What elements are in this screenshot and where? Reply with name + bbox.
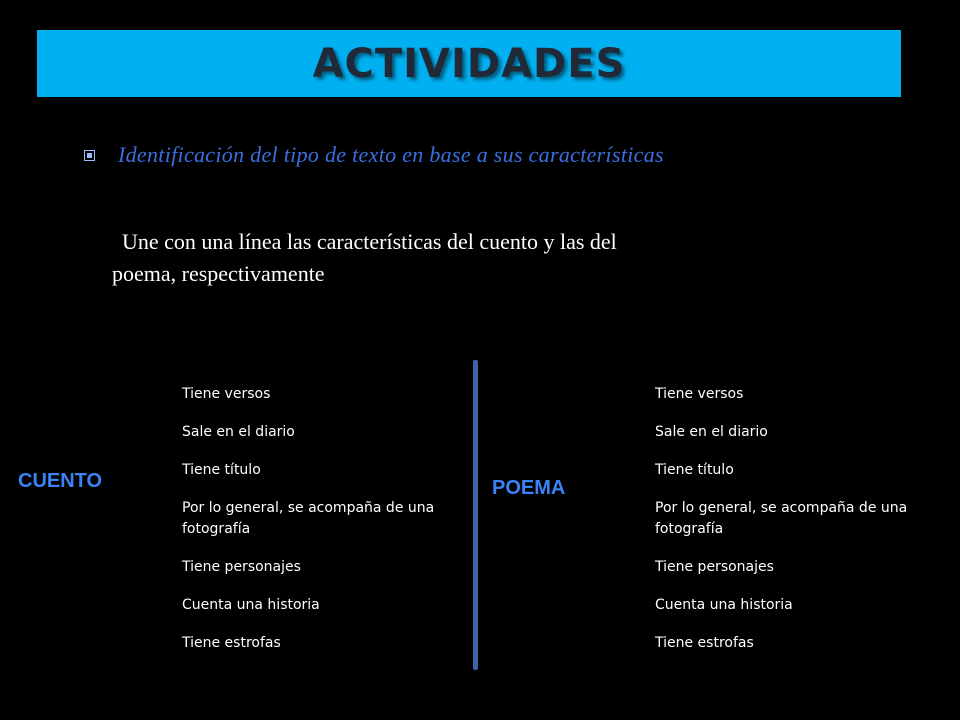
list-item: Tiene personajes <box>655 559 774 575</box>
subtitle-row <box>84 142 664 168</box>
square-bullet-icon <box>84 150 95 161</box>
list-item: Tiene título <box>182 462 261 478</box>
list-item: Sale en el diario <box>182 424 295 440</box>
list-item: Por lo general, se acompaña de una fotografía <box>182 500 435 537</box>
poema-characteristics-list <box>655 384 935 671</box>
list-item: Sale en el diario <box>655 424 768 440</box>
list-item: Cuenta una historia <box>655 597 793 613</box>
cuento-characteristics-list <box>182 384 462 671</box>
poema-label: POEMA <box>492 477 566 499</box>
instruction-line-2: poema, respectivamente <box>112 261 325 286</box>
instruction-line-1: Une con una línea las características del cuento y las del <box>122 229 617 254</box>
list-item: Tiene estrofas <box>182 635 281 651</box>
list-item: Cuenta una historia <box>182 597 320 613</box>
list-item: Tiene versos <box>655 386 744 402</box>
list-item: Por lo general, se acompaña de una fotografía <box>655 500 908 537</box>
vertical-divider <box>473 360 478 670</box>
list-item: Tiene estrofas <box>655 635 754 651</box>
list-item: Tiene título <box>655 462 734 478</box>
title-bar <box>37 30 901 97</box>
list-item: Tiene personajes <box>182 559 301 575</box>
cuento-label: CUENTO <box>18 470 103 492</box>
instruction-text <box>112 226 882 290</box>
list-item: Tiene versos <box>182 386 271 402</box>
subtitle: Identificación del tipo de texto en base a sus características <box>118 142 664 167</box>
slide-title: ACTIVIDADES <box>312 40 626 87</box>
